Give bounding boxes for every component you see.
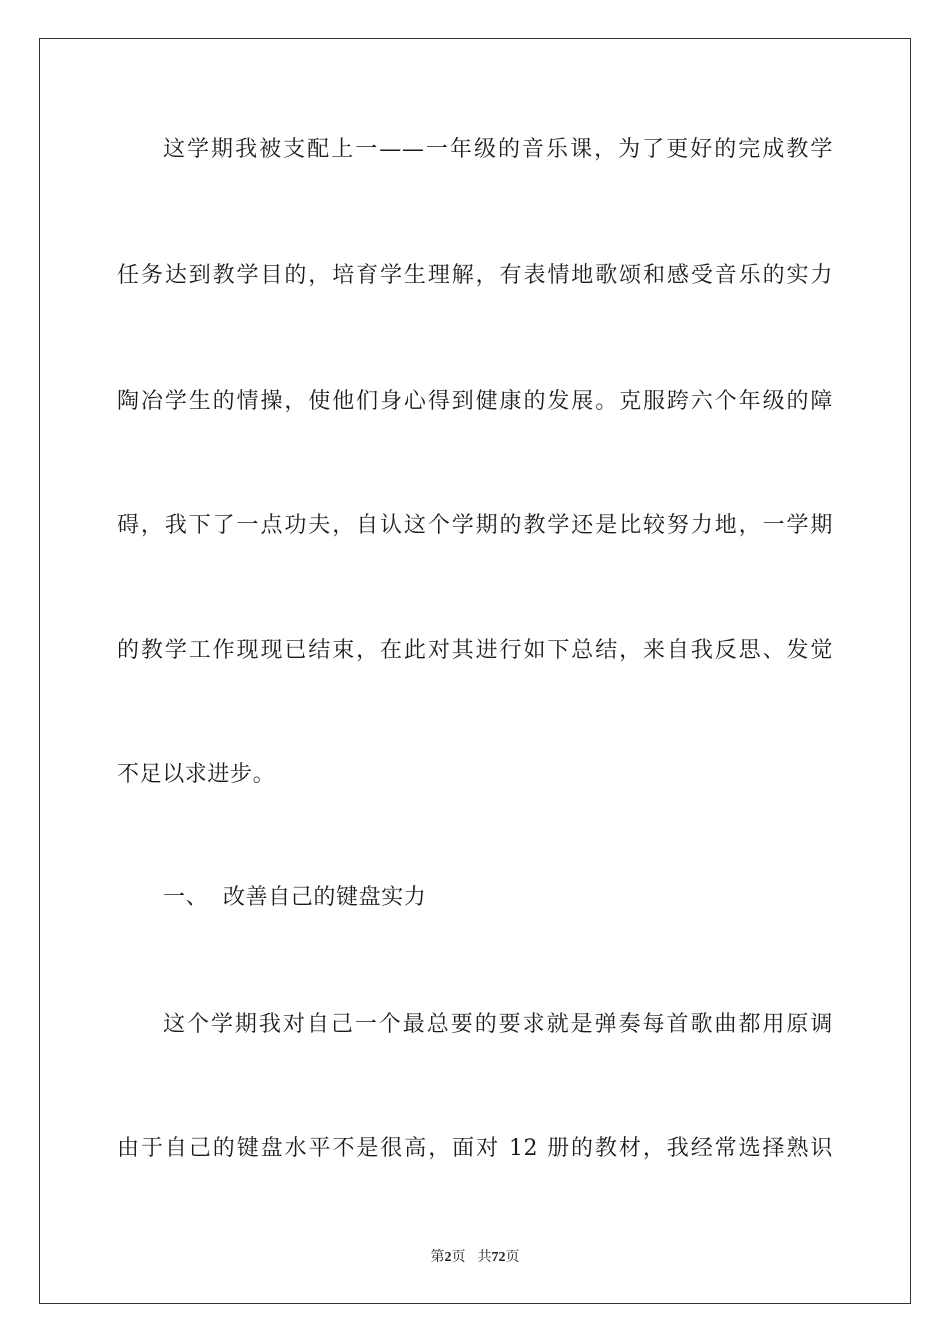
page-number: 2 <box>444 1250 452 1265</box>
page-suffix: 页 <box>451 1249 466 1265</box>
total-pages: 72 <box>491 1250 506 1265</box>
paragraph-line: 碍，我下了一点功夫，自认这个学期的教学还是比较努力地，一学期 <box>117 513 833 538</box>
section-heading <box>163 883 426 913</box>
section-title: 改善自己的键盘实力 <box>223 885 427 910</box>
total-prefix: 共 <box>477 1249 492 1265</box>
paragraph-line: 这学期我被支配上一——一年级的音乐课，为了更好的完成教学 <box>163 137 833 162</box>
paragraph-line: 任务达到教学目的，培育学生理解，有表情地歌颂和感受音乐的实力 <box>117 263 833 288</box>
section-number: 一、 <box>163 885 209 910</box>
paragraph-line: 这个学期我对自己一个最总要的要求就是弹奏每首歌曲都用原调 <box>163 1012 833 1037</box>
page-footer <box>0 1247 950 1268</box>
paragraph-line: 由于自己的键盘水平不是很高，面对 12 册的教材，我经常选择熟识 <box>117 1136 833 1161</box>
total-suffix: 页 <box>505 1249 520 1265</box>
page-border <box>39 38 911 1304</box>
paragraph-line: 不足以求进步。 <box>117 762 276 787</box>
paragraph-line: 陶冶学生的情操，使他们身心得到健康的发展。克服跨六个年级的障 <box>117 389 833 414</box>
page-prefix: 第 <box>430 1249 445 1265</box>
paragraph-line: 的教学工作现现已结束，在此对其进行如下总结，来自我反思、发觉 <box>117 638 833 663</box>
